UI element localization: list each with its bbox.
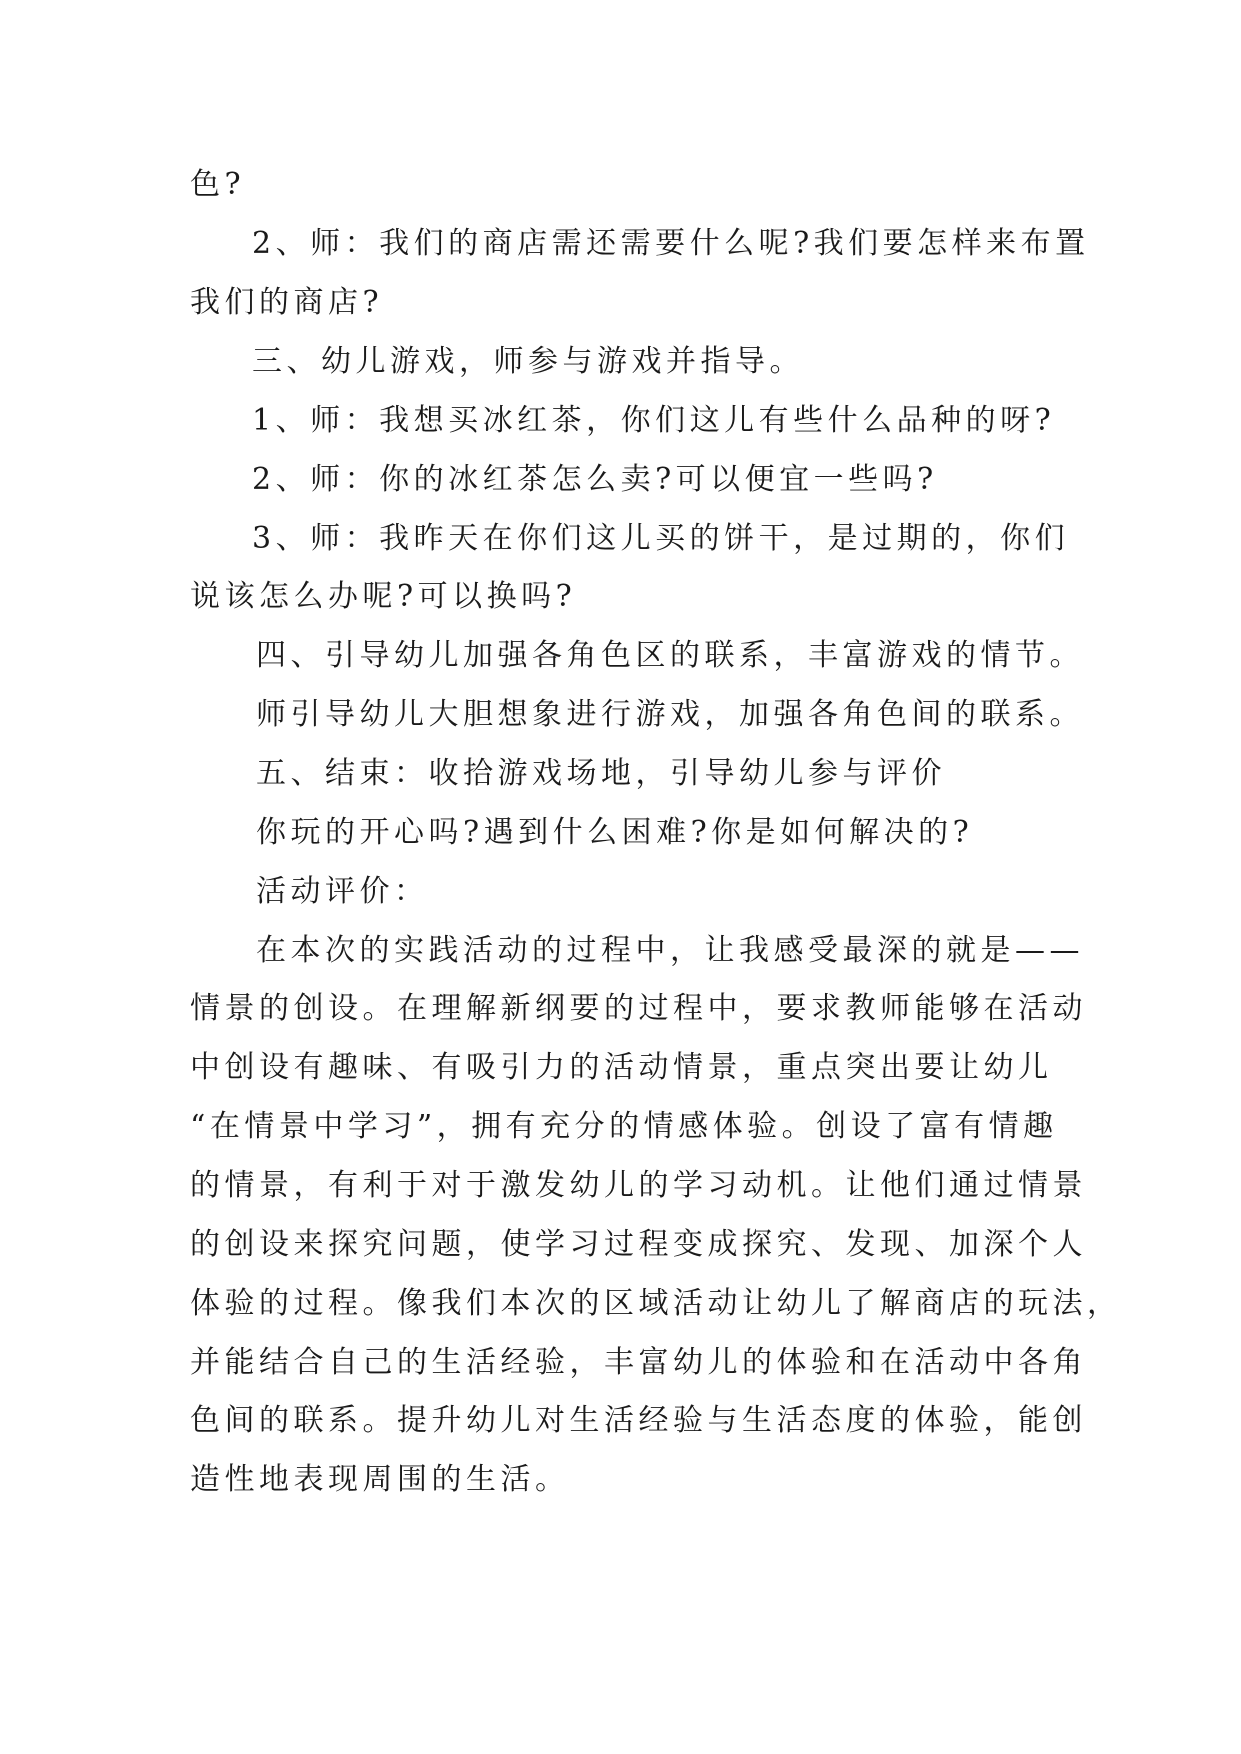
text-line: 色? bbox=[190, 167, 246, 202]
text-line: 2、师：我们的商店需还需要什么呢?我们要怎样来布置 bbox=[252, 226, 1090, 261]
text-line: 师引导幼儿大胆想象进行游戏，加强各角色间的联系。 bbox=[256, 697, 1084, 732]
text-line: 在本次的实践活动的过程中，让我感受最深的就是—— bbox=[256, 933, 1084, 968]
text-line: 我们的商店? bbox=[190, 285, 384, 320]
text-line: 3、师：我昨天在你们这儿买的饼干，是过期的，你们 bbox=[252, 521, 1070, 556]
text-line: 的情景，有利于对于激发幼儿的学习动机。让他们通过情景 bbox=[190, 1168, 1087, 1203]
text-line: “在情景中学习”，拥有充分的情感体验。创设了富有情趣 bbox=[190, 1109, 1058, 1144]
text-line: 三、幼儿游戏，师参与游戏并指导。 bbox=[252, 344, 804, 379]
text-line: 四、引导幼儿加强各角色区的联系，丰富游戏的情节。 bbox=[256, 638, 1084, 673]
text-line: 五、结束：收拾游戏场地，引导幼儿参与评价 bbox=[256, 756, 946, 791]
text-line: 中创设有趣味、有吸引力的活动情景，重点突出要让幼儿 bbox=[190, 1050, 1053, 1085]
text-line: 体验的过程。像我们本次的区域活动让幼儿了解商店的玩法， bbox=[190, 1286, 1122, 1321]
text-line: 说该怎么办呢?可以换吗? bbox=[190, 579, 577, 614]
text-line: 的创设来探究问题，使学习过程变成探究、发现、加深个人 bbox=[190, 1227, 1087, 1262]
text-line: 你玩的开心吗?遇到什么困难?你是如何解决的? bbox=[256, 815, 974, 850]
text-line: 2、师：你的冰红茶怎么卖?可以便宜一些吗? bbox=[252, 462, 938, 497]
text-line: 造性地表现周围的生活。 bbox=[190, 1462, 570, 1497]
text-line: 色间的联系。提升幼儿对生活经验与生活态度的体验，能创 bbox=[190, 1403, 1087, 1438]
text-line: 并能结合自己的生活经验，丰富幼儿的体验和在活动中各角 bbox=[190, 1345, 1087, 1380]
text-line: 情景的创设。在理解新纲要的过程中，要求教师能够在活动 bbox=[190, 991, 1087, 1026]
text-line: 1、师：我想买冰红茶，你们这儿有些什么品种的呀? bbox=[252, 403, 1056, 438]
section-heading: 活动评价： bbox=[256, 874, 429, 909]
